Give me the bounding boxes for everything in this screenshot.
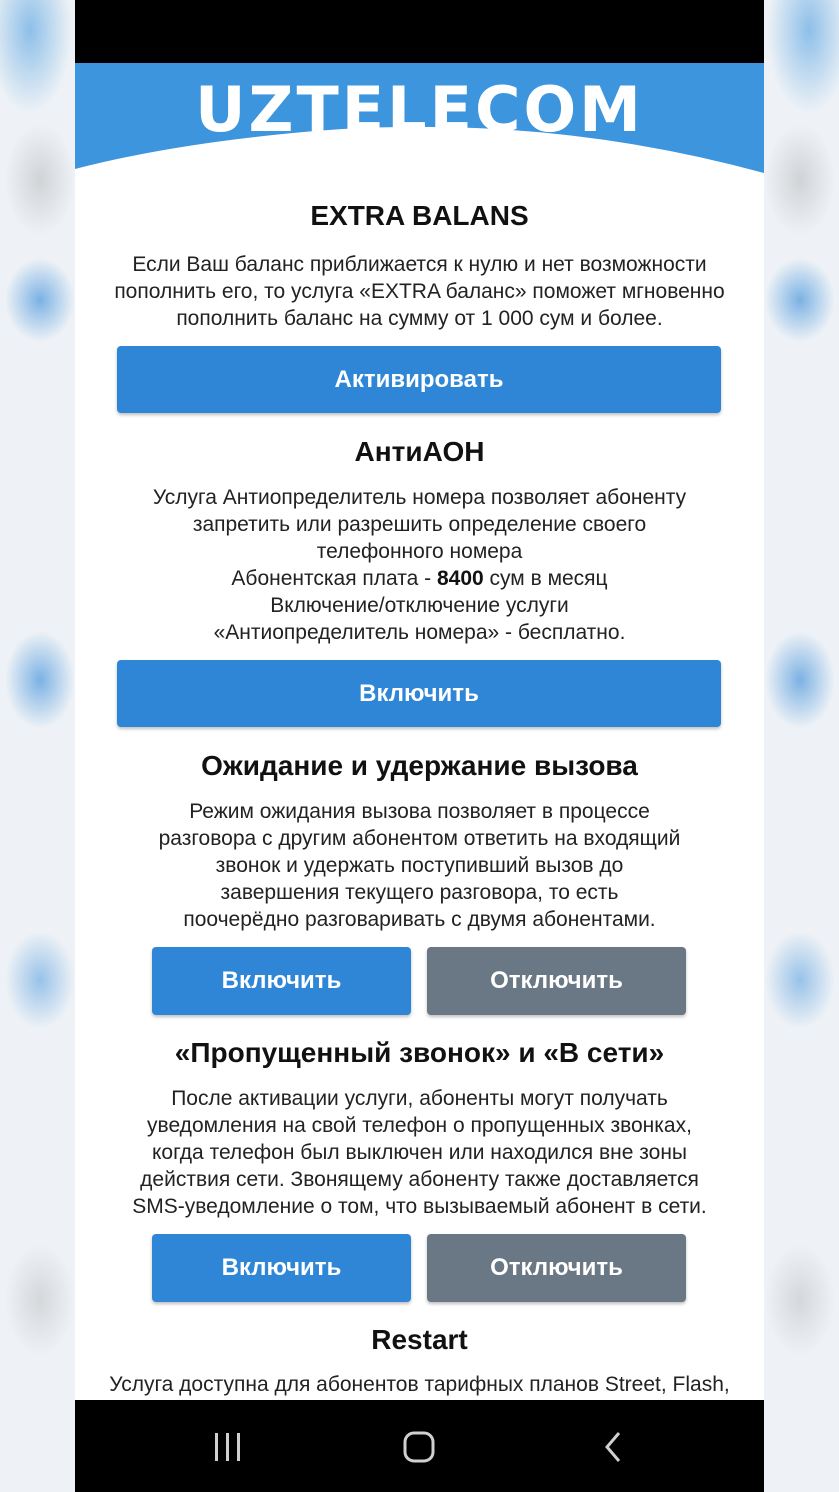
description-line: уведомления на свой телефон о пропущенных звонках, bbox=[147, 1114, 692, 1137]
section-title-missed-call: «Пропущенный звонок» и «В сети» bbox=[174, 1037, 665, 1068]
description-line: Услуга Антиопределитель номера позволяет абоненту bbox=[152, 486, 687, 509]
description-line: пополнить его, то услуга «EXTRA баланс» поможет мгновенно bbox=[114, 280, 725, 303]
description-line: действия сети. Звонящему абоненту также доставляется bbox=[140, 1168, 699, 1191]
section-title-extra-balans: EXTRA BALANS bbox=[310, 200, 529, 231]
description-line: разговора с другим абонентом ответить на входящий bbox=[158, 827, 681, 850]
status-bar bbox=[75, 0, 764, 63]
enable-antiaon-button[interactable]: Включить bbox=[117, 660, 721, 727]
disable-missed-call-button[interactable]: Отключить bbox=[427, 1234, 686, 1302]
recent-apps-icon[interactable] bbox=[211, 1430, 245, 1464]
section-title-antiaon: АнтиАОН bbox=[354, 436, 485, 467]
app-header bbox=[75, 63, 764, 173]
description-line: Услуга доступна для абонентов тарифных планов Street, Flash, bbox=[109, 1373, 730, 1396]
description-line: Если Ваш баланс приближается к нулю и нет возможности bbox=[132, 253, 707, 276]
section-title-call-waiting: Ожидание и удержание вызова bbox=[201, 750, 638, 781]
description-line: Режим ожидания вызова позволяет в процессе bbox=[189, 800, 650, 823]
description-line: поочерёдно разговаривать с двумя абонентами. bbox=[183, 908, 656, 931]
system-navigation-bar bbox=[75, 1400, 764, 1492]
description-line: завершения текущего разговора, то есть bbox=[220, 881, 619, 904]
description-line: телефонного номера bbox=[316, 540, 523, 563]
section-description-missed-call bbox=[75, 1085, 764, 1220]
description-line: звонок и удержать поступивший вызов до bbox=[215, 854, 624, 877]
enable-call-waiting-button[interactable]: Включить bbox=[152, 947, 411, 1015]
uztelecom-logo: UZTELECOM bbox=[195, 73, 644, 146]
app-screen bbox=[75, 0, 764, 1492]
fee-suffix: сум в месяц bbox=[483, 567, 608, 590]
fee-amount: 8400 bbox=[436, 567, 484, 590]
fee-prefix: Абонентская плата - bbox=[231, 567, 437, 590]
disable-call-waiting-button[interactable]: Отключить bbox=[427, 947, 686, 1015]
description-line: «Антиопределитель номера» - бесплатно. bbox=[213, 621, 626, 644]
section-description-restart bbox=[75, 1371, 764, 1398]
section-description-extra-balans bbox=[75, 251, 764, 332]
fee-line bbox=[75, 565, 764, 592]
section-description-antiaon bbox=[75, 484, 764, 646]
description-line: SMS-уведомление о том, что вызываемый абонент в сети. bbox=[132, 1195, 707, 1218]
description-line: когда телефон был выключен или находился вне зоны bbox=[151, 1141, 688, 1164]
section-title-restart: Restart bbox=[371, 1324, 468, 1355]
description-line: Включение/отключение услуги bbox=[270, 594, 569, 617]
description-line: После активации услуги, абоненты могут получать bbox=[171, 1087, 668, 1110]
section-description-call-waiting bbox=[75, 798, 764, 933]
enable-missed-call-button[interactable]: Включить bbox=[152, 1234, 411, 1302]
description-line: запретить или разрешить определение своего bbox=[192, 513, 647, 536]
back-icon[interactable] bbox=[597, 1430, 631, 1464]
home-icon[interactable] bbox=[402, 1430, 436, 1464]
description-line: пополнить баланс на сумму от 1 000 сум и более. bbox=[176, 307, 663, 330]
activate-extra-balans-button[interactable]: Активировать bbox=[117, 346, 721, 413]
